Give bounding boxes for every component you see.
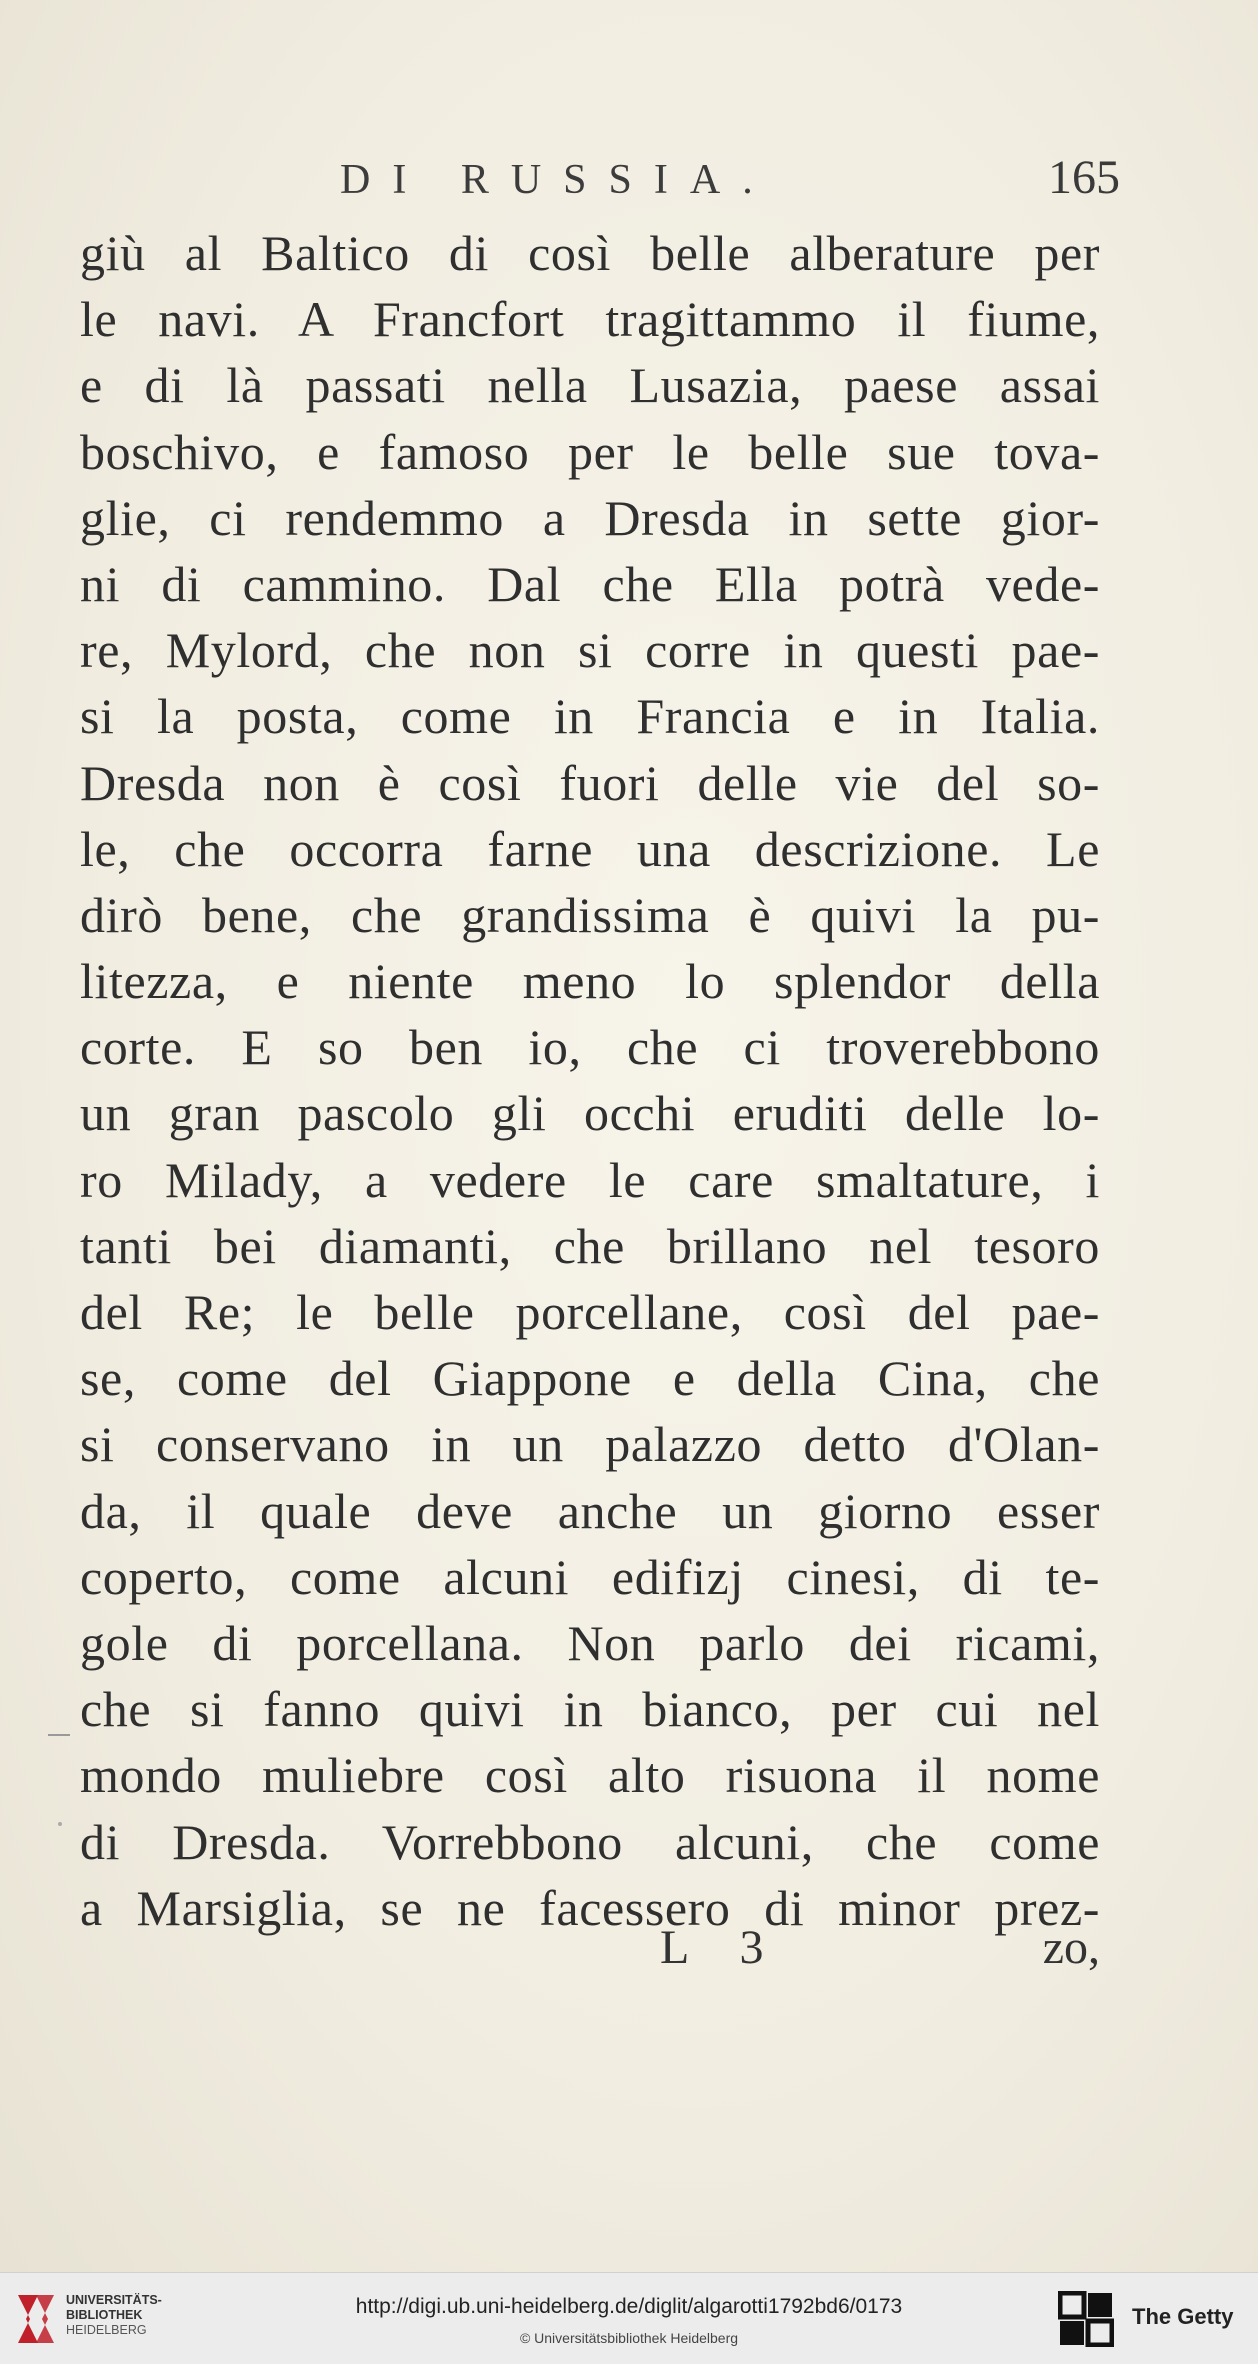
partner-name: The Getty bbox=[1132, 2304, 1234, 2329]
text-line: da, il quale deve anche un giorno esser bbox=[80, 1482, 1100, 1539]
text-line: si la posta, come in Francia e in Italia. bbox=[80, 688, 1100, 745]
institution-line: BIBLIOTHEK bbox=[66, 2308, 143, 2322]
permalink-url[interactable]: http://digi.ub.uni-heidelberg.de/diglit/algarotti1792bd6/0173 bbox=[355, 2295, 903, 2318]
copyright-notice: © Universitätsbibliothek Heidelberg bbox=[519, 2330, 739, 2346]
institution-line: UNIVERSITÄTS- bbox=[66, 2293, 162, 2307]
text-line: dirò bene, che grandissima è quivi la pu- bbox=[80, 886, 1100, 943]
institution-line: HEIDELBERG bbox=[66, 2323, 147, 2337]
margin-mark bbox=[48, 1734, 70, 1736]
text-line: e di là passati nella Lusazia, paese assai bbox=[80, 357, 1100, 414]
text-line: le, che occorra farne una descrizione. Le bbox=[80, 820, 1100, 877]
text-line: a Marsiglia, se ne facessero di minor prez- bbox=[80, 1879, 1100, 1936]
text-line: boschivo, e famoso per le belle sue tova- bbox=[80, 423, 1100, 480]
footer-bar bbox=[0, 2272, 1258, 2364]
text-line: ro Milady, a vedere le care smaltature, i bbox=[80, 1151, 1100, 1208]
text-line: di Dresda. Vorrebbono alcuni, che come bbox=[80, 1813, 1100, 1870]
text-line: del Re; le belle porcellane, così del pae- bbox=[80, 1284, 1100, 1340]
running-title: DI RUSSIA. bbox=[340, 157, 775, 203]
text-line: ni di cammino. Dal che Ella potrà vede- bbox=[80, 555, 1100, 612]
text-line: mondo muliebre così alto risuona il nome bbox=[80, 1747, 1100, 1804]
text-line: gole di porcellana. Non parlo dei ricami, bbox=[80, 1614, 1100, 1671]
getty-logo-icon bbox=[1058, 2291, 1114, 2347]
page-header bbox=[340, 150, 1120, 210]
text-line: Dresda non è così fuori delle vie del so- bbox=[80, 754, 1100, 811]
text-line: glie, ci rendemmo a Dresda in sette gior- bbox=[80, 489, 1100, 546]
text-line: giù al Baltico di così belle alberature per bbox=[80, 225, 1100, 281]
text-line: se, come del Giappone e della Cina, che bbox=[80, 1350, 1100, 1407]
text-line: le navi. A Francfort tragittammo il fiume, bbox=[80, 291, 1100, 348]
catchword: zo, bbox=[1042, 1921, 1100, 1974]
catch-line bbox=[80, 1920, 1100, 1980]
text-line: coperto, come alcuni edifizj cinesi, di te- bbox=[80, 1548, 1100, 1605]
page-number: 165 bbox=[1048, 151, 1120, 204]
text-line: un gran pascolo gli occhi eruditi delle lo- bbox=[80, 1085, 1100, 1142]
text-line: corte. E so ben io, che ci troverebbono bbox=[80, 1019, 1100, 1076]
signature-mark: L 3 bbox=[660, 1921, 784, 1974]
margin-dot bbox=[58, 1822, 62, 1826]
text-line: litezza, e niente meno lo splendor della bbox=[80, 953, 1100, 1010]
text-line: si conservano in un palazzo detto d'Olan- bbox=[80, 1416, 1100, 1473]
text-line: che si fanno quivi in bianco, per cui nel bbox=[80, 1681, 1100, 1738]
text-line: re, Mylord, che non si corre in questi pae- bbox=[80, 622, 1100, 679]
text-line: tanti bei diamanti, che brillano nel tesoro bbox=[80, 1217, 1100, 1274]
body-text bbox=[80, 220, 1100, 1941]
